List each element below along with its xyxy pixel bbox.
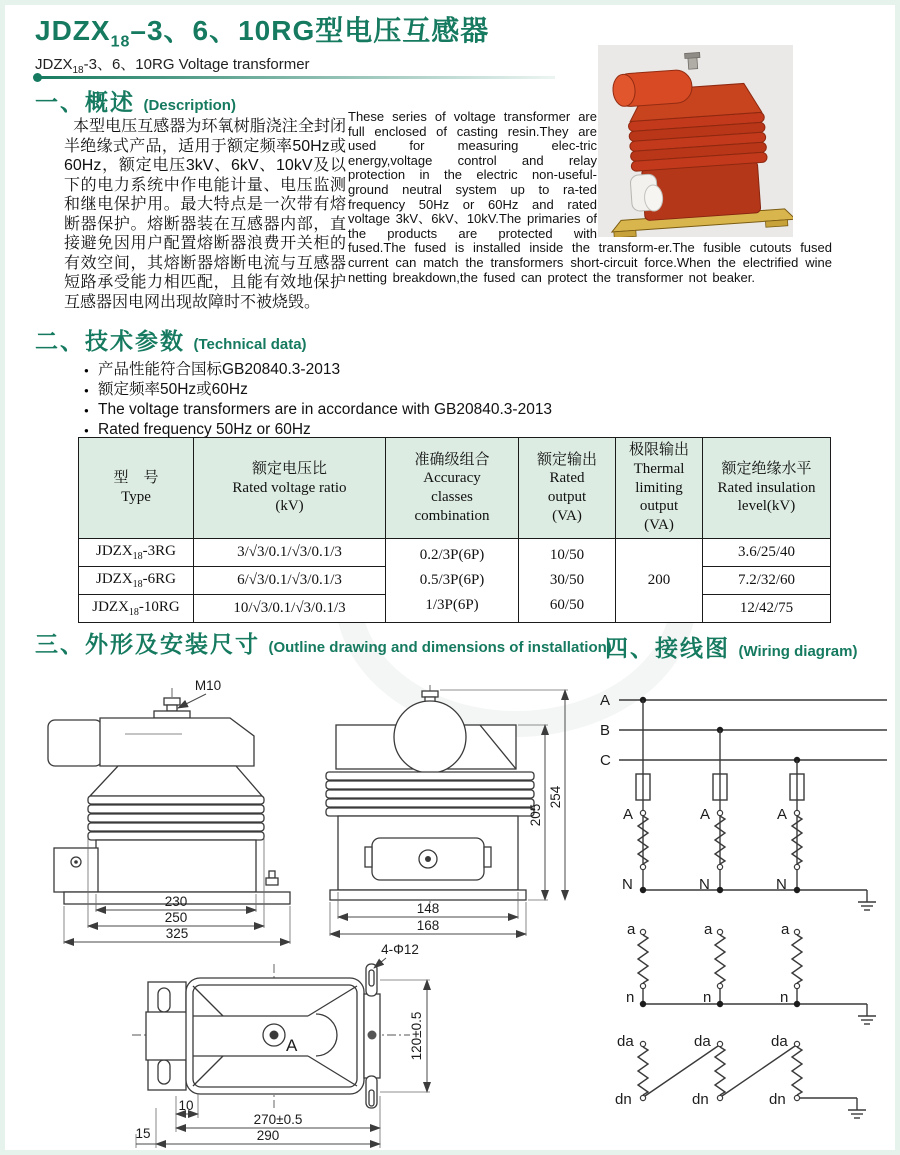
top-view-drawing bbox=[128, 938, 463, 1153]
front-dim-325: 325 bbox=[165, 926, 189, 941]
bullet-item: ● The voltage transformers are in accordance with GB20840.3-2013 bbox=[84, 400, 552, 420]
side-view-drawing bbox=[318, 675, 576, 947]
technical-data-table bbox=[78, 437, 831, 623]
top-dim-290: 290 bbox=[256, 1128, 280, 1143]
side-dim-148: 148 bbox=[416, 901, 440, 916]
section4-title-cn: 接线图 bbox=[655, 635, 730, 661]
aux-start-label: da bbox=[617, 1033, 634, 1050]
section1-title-en: (Description) bbox=[143, 97, 236, 114]
secondary-start-label: a bbox=[781, 921, 790, 938]
top-dim-120: 120±0.5 bbox=[409, 1011, 424, 1061]
bullet-item: ● 产品性能符合国标GB20840.3-2013 bbox=[84, 360, 552, 380]
cell-output-merged: 10/50 30/50 60/50 bbox=[519, 539, 616, 623]
top-dim-10: 10 bbox=[178, 1098, 194, 1113]
wiring-diagram bbox=[595, 682, 895, 1152]
section2-title-en: (Technical data) bbox=[193, 336, 307, 353]
cell-type: $JDZX_{18}-3RG$ bbox=[79, 539, 194, 567]
cell-accuracy-merged: 0.2/3P(6P) 0.5/3P(6P) 1/3P(6P) bbox=[386, 539, 519, 623]
auxiliary-winding bbox=[615, 1033, 648, 1108]
auxiliary-winding bbox=[769, 1033, 802, 1108]
col-header-thermal: 极限输出 Thermal limiting output (VA) bbox=[616, 438, 703, 539]
top-point-a-label: A bbox=[286, 1036, 298, 1055]
side-dim-168: 168 bbox=[416, 918, 440, 933]
aux-start-label: da bbox=[771, 1033, 788, 1050]
auxiliary-winding bbox=[692, 1033, 725, 1108]
description-english-text: These series of voltage transformer are full enclosed of casting resin.They are used for measuring elec-tric energy,voltage control and relay protection in the electric non-useful-ground neutral system up to ra-ted frequency 50Hz or 60Hz and rated voltage 3kV、6kV、10kV.The primaries of the products are protected with fused.The fused is installed inside the transform-er.The fusible cutouts fused current can match the transformers short-circuit force.When the electrified wine netting breakdown,the fused can protect the transformer not beaker. bbox=[348, 109, 832, 285]
secondary-start-label: a bbox=[704, 921, 713, 938]
technical-bullet-list bbox=[84, 360, 552, 440]
primary-start-label: A bbox=[623, 806, 634, 823]
front-bolt-label: M10 bbox=[194, 678, 222, 693]
section1-title-cn: 概述 bbox=[85, 89, 135, 115]
phase-a-label: A bbox=[600, 692, 611, 709]
secondary-winding bbox=[626, 921, 648, 1006]
section3-number: 三、 bbox=[35, 631, 85, 657]
section-description-header bbox=[35, 84, 236, 117]
primary-branch bbox=[622, 700, 650, 893]
phase-c-label: C bbox=[600, 752, 611, 769]
product-photo bbox=[598, 45, 793, 237]
bullet-item: ● 额定频率50Hz或60Hz bbox=[84, 380, 552, 400]
cell-ratio: 3/√3/0.1/√3/0.1/3 bbox=[194, 539, 386, 567]
section1-number: 一、 bbox=[35, 89, 85, 115]
section-technical-header bbox=[35, 323, 307, 356]
secondary-end-label: n bbox=[703, 989, 712, 1006]
primary-end-label: N bbox=[699, 876, 710, 893]
primary-branch bbox=[776, 760, 804, 893]
aux-end-label: dn bbox=[615, 1091, 632, 1108]
front-dim-230: 230 bbox=[164, 894, 188, 909]
aux-end-label: dn bbox=[769, 1091, 786, 1108]
section-wiring-header bbox=[605, 630, 858, 663]
section3-title-cn: 外形及安装尺寸 bbox=[85, 631, 260, 657]
section2-title-cn: 技术参数 bbox=[85, 328, 185, 354]
cell-ratio: 10/√3/0.1/√3/0.1/3 bbox=[194, 595, 386, 623]
aux-start-label: da bbox=[694, 1033, 711, 1050]
page-subtitle: $JDZX_{18}-3$、6、10RG Voltage transformer bbox=[35, 56, 310, 77]
section4-number: 四、 bbox=[605, 635, 655, 661]
secondary-start-label: a bbox=[627, 921, 636, 938]
primary-branch bbox=[699, 730, 727, 893]
primary-end-label: N bbox=[622, 876, 633, 893]
cell-insulation: 7.2/32/60 bbox=[703, 567, 831, 595]
col-header-insulation: 额定绝缘水平 Rated insulation level(kV) bbox=[703, 438, 831, 539]
primary-start-label: A bbox=[700, 806, 711, 823]
cell-thermal-merged: 200 bbox=[616, 539, 703, 623]
cell-type: $JDZX_{18}-6RG$ bbox=[79, 567, 194, 595]
section4-title-en: (Wiring diagram) bbox=[738, 643, 858, 660]
front-view-drawing bbox=[30, 672, 315, 947]
description-chinese: 本型电压互感器为环氧树脂浇注全封闭半绝缘式产品，适用于额定频率50Hz或60Hz，额定电压3kV、6kV、10kV及以下的电力系统中作电能计量、电压监测和继电保护用。最大特点是一次带有熔断器保护。熔断器装在互感器内部，直接避免因用户配置熔断器浪费开关柜的有效空间，其熔断器熔断电流与互感器短路承受能力相匹配，且能有效地保护互感器因电网出现故障时不被烧毁。 bbox=[64, 118, 346, 311]
section2-number: 二、 bbox=[35, 328, 85, 354]
cell-type: $JDZX_{18}-10RG$ bbox=[79, 595, 194, 623]
bullet-item: ● Rated frequency 50Hz or 60Hz bbox=[84, 420, 552, 440]
phase-b-label: B bbox=[600, 722, 611, 739]
secondary-winding bbox=[780, 921, 802, 1006]
top-dim-270: 270±0.5 bbox=[253, 1112, 303, 1127]
col-header-accuracy: 准确级组合 Accuracy classes combination bbox=[386, 438, 519, 539]
table-header-row bbox=[79, 438, 831, 539]
primary-start-label: A bbox=[777, 806, 788, 823]
page-title: $JDZX_{18}-3$、6、10RG型电压互感器 bbox=[35, 15, 490, 51]
secondary-winding bbox=[703, 921, 725, 1006]
front-dim-250: 250 bbox=[164, 910, 188, 925]
col-header-type: 型 号 Type bbox=[79, 438, 194, 539]
primary-end-label: N bbox=[776, 876, 787, 893]
title-divider bbox=[35, 76, 555, 79]
aux-end-label: dn bbox=[692, 1091, 709, 1108]
cell-ratio: 6/√3/0.1/√3/0.1/3 bbox=[194, 567, 386, 595]
table-row bbox=[79, 539, 831, 567]
title-block bbox=[35, 16, 489, 76]
top-dim-15: 15 bbox=[135, 1126, 151, 1141]
cell-insulation: 3.6/25/40 bbox=[703, 539, 831, 567]
col-header-ratio: 额定电压比 Rated voltage ratio (kV) bbox=[194, 438, 386, 539]
cell-insulation: 12/42/75 bbox=[703, 595, 831, 623]
top-hole-label: 4-Φ12 bbox=[381, 942, 419, 957]
secondary-end-label: n bbox=[780, 989, 789, 1006]
transformer-illustration bbox=[598, 45, 793, 237]
side-dim-205: 205 bbox=[528, 803, 543, 827]
col-header-output: 额定输出 Rated output (VA) bbox=[519, 438, 616, 539]
section-outline-header bbox=[35, 626, 612, 659]
side-dim-254: 254 bbox=[548, 785, 563, 809]
secondary-end-label: n bbox=[626, 989, 635, 1006]
section3-title-en: (Outline drawing and dimensions of installation) bbox=[268, 639, 612, 656]
